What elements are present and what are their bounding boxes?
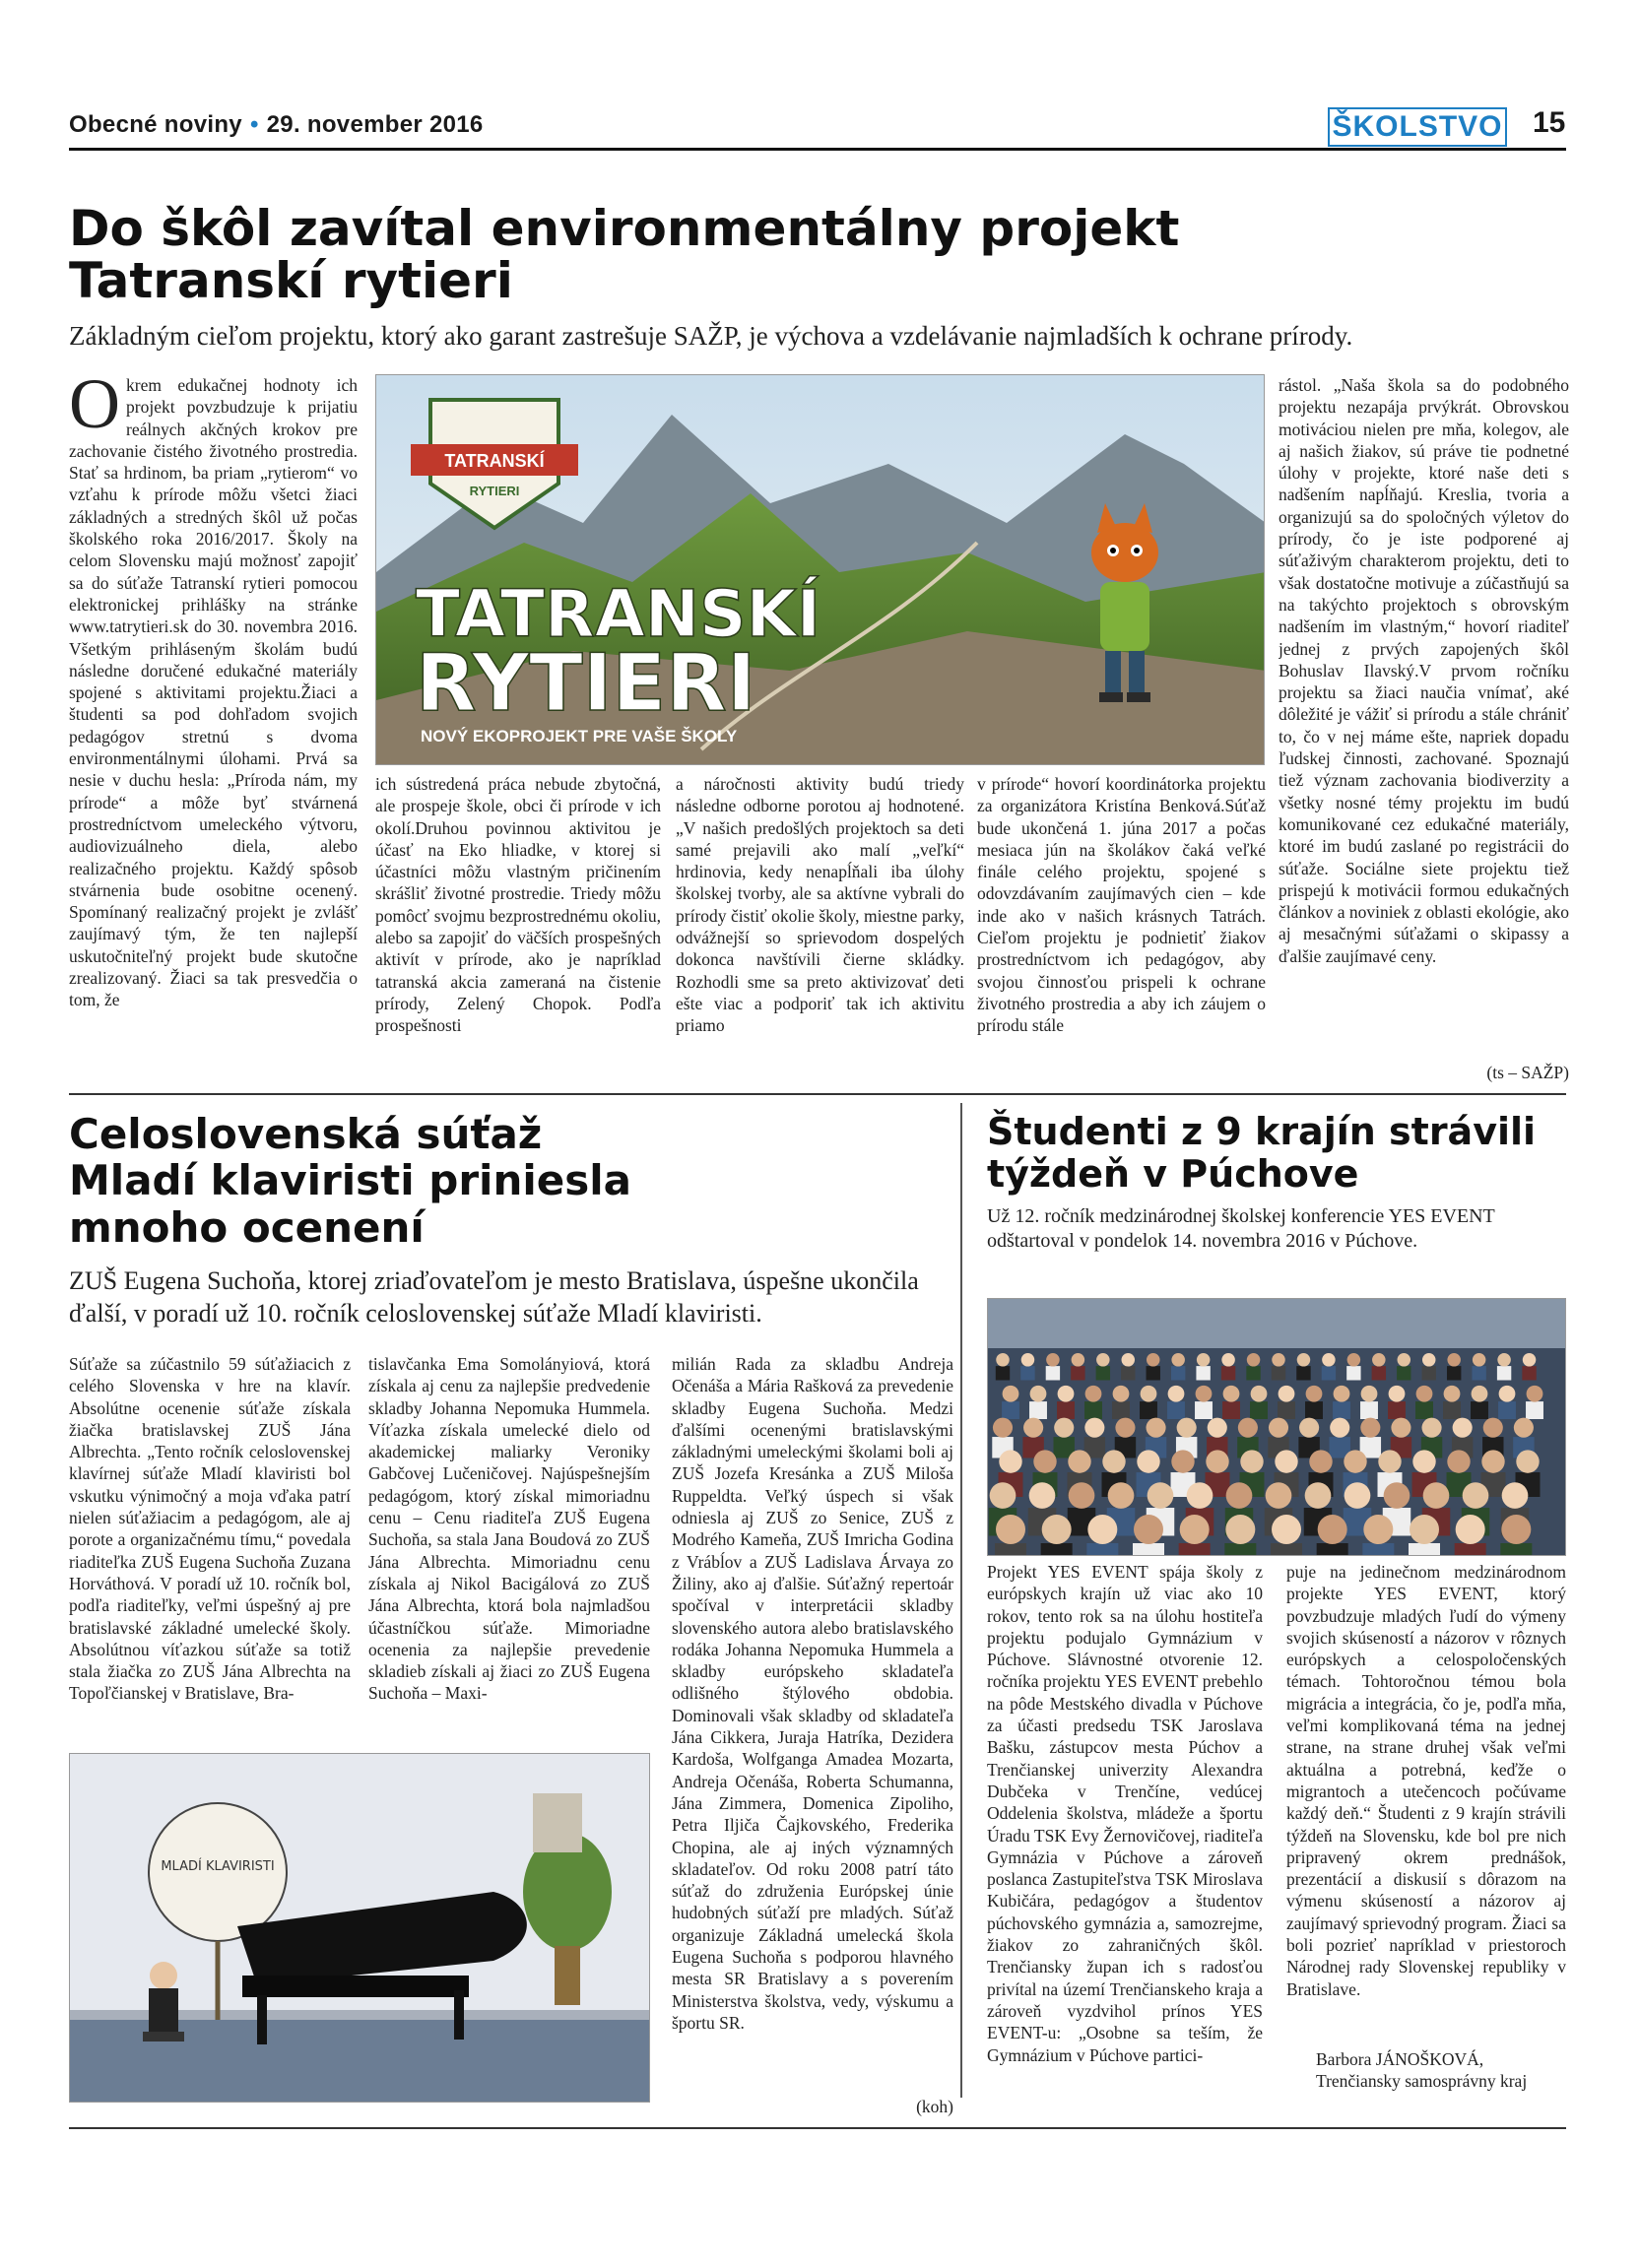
header-rule (69, 148, 1566, 151)
audience-illustration (988, 1299, 1566, 1556)
piano-scene-illustration (70, 1754, 650, 2103)
footer-rule (69, 2127, 1566, 2129)
article3-signature (1286, 2048, 1566, 2093)
conference-audience-photo (987, 1298, 1566, 1556)
article3-standfirst: Už 12. ročník medzinárodnej školskej konferencie YES EVENT odštartoval v pondelok 14. novembra 2016 v Púchove. (987, 1205, 1495, 1253)
poster-tagline: NOVÝ EKOPROJEKT PRE VAŠE ŠKOLY (421, 727, 738, 745)
separator-dot: • (249, 111, 259, 138)
article1-standfirst: Základným cieľom projektu, ktorý ako garant zastrešuje SAŽP, je výchova a vzdelávanie najmladších k ochrane prírody. (69, 321, 1353, 351)
article1-credit: (ts – SAŽP) (1486, 1063, 1569, 1082)
page-number: 15 (1533, 106, 1566, 139)
poster-illustration (376, 375, 1265, 765)
article2-column-2: tislavčanka Ema Somolányiová, ktorá získala aj cenu za najlepšie predvedenie skladby Johanna Nepomuka Hummela. Víťazka získala umelecké dielo od akademickej maliarky Veroniky Gabčovej Lučeničovej. Najúspešnejším pedagógom, ktorý získal mimoriadnu cenu – Cenu riaditeľa ZUŠ Eugena Suchoňa, sa stala Jana Boudová zo ZUŠ Jána Albrechta. Mimoriadnu cenu získala aj Nikol Bacigálová zo ZUŠ Jána Albrechta, ktorá bola najmladšou účastníčkou súťaže. Mimoriadne ocenenia za najlepšie prevedenie skladieb získali aj žiaci zo ZUŠ Eugena Suchoňa – Maxi- (368, 1354, 650, 1704)
article1-column-3: a náročnosti aktivity budú triedy následne odborne porotou aj hodnotené.„V našich predošlých projektoch sa deti samé prejavili ako malí „veľkí“ hrdinovia, kedy nenapĺňali iba úlohy školskej tvorby, ale sa aktívne vybrali do prírody čistiť okolie školy, miestne parky, odvážnejší so sprievodom dospelých dokonca navštívili čierne skládky. Rozhodli sme sa preto aktivizovať deti ešte viac a podporiť tak ich aktivitu priamo (676, 774, 964, 1036)
article2-standfirst: ZUŠ Eugena Suchoňa, ktorej zriaďovateľom je mesto Bratislava, úspešne ukončila ďalší, v poradí už 10. ročník celoslovenskej súťaže Mladí klaviristi. (69, 1266, 919, 1328)
piano-competition-photo (69, 1753, 650, 2103)
article1-column-5: rástol. „Naša škola sa do podobného projektu nezapája prvýkrát. Obrovskou motiváciou nielen pre mňa, kolegov, ale aj našich žiakov, sú práve tie podnetné úlohy v projekte, ktoré naše deti s nadšením napĺňajú. Kreslia, tvoria a organizujú sa do spoločných výletov do prírody, čo je iste podporené aj súťaživým charakterom projektu, deti to však dostatočne motivuje a zúčastňujú sa na takýchto projektoch s obrovským nadšením im vlastným,“ hovorí riaditeľ jednej z prvých zapojených škôl Bohuslav Ilavský.V prvom ročníku projektu sa žiaci naučia vnímať, aké dôležité je vážiť si prírodu a stále chrániť to, čo v nej máme ešte, napriek dopadu ľudskej činnosti, zachované. Spoznajú tiež význam zachovania biodiverzity a všetky nosné témy projektu im budú komunikované cez edukačné materiály, ktoré im budú zaslané po registrácii do súťaže. Sociálne siete projektu tiež prispejú k motivácii formou edukačných článkov a noviniek z oblasti ekológie, ako aj mesačnými súťažami o skipassy a ďalšie zaujímavé ceny. (1279, 375, 1569, 966)
article2-credit: (koh) (916, 2097, 953, 2116)
article1-column-4: v prírode“ hovorí koordinátorka projektu za organizátora Kristína Benková.Súťaž bude ukončená 1. júna 2017 a počas mesiaca jún na školákov čaká veľké finále celého projektu, spojené s odovzdávaním zaujímavých cien – kde inde ako v našich krásnych Tatrách. Cieľom projektu je podnietiť žiakov prostredníctvom ich pedagógov, aby svojou činnosťou prispeli k ochrane životného prostredia a aby ich záujem o prírodu stále (977, 774, 1266, 1036)
poster-title-line2: RYTIERI (416, 637, 756, 729)
article3-column-1: Projekt YES EVENT spája školy z európskych krajín už viac ako 10 rokov, tento rok sa na úlohu hostiteľa projektu podujalo Gymnázium v Púchove. Slávnostné otvorenie 12. ročníka projektu YES EVENT prebehlo na pôde Mestského divadla v Púchove za účasti predsedu TSK Jaroslava Bašku, zástupcov mesta Púchov a Trenčianskej univerzity Alexandra Dubčeka v Trenčíne, vedúcej Oddelenia školstva, mládeže a športu Úradu TSK Evy Žernovičovej, riaditeľa Gymnázia v Púchove a zároveň poslanca Zastupiteľstva TSK Miroslava Kubičára, pedagógov a študentov púchovského gymnázia a, samozrejme, žiakov zo zahraničných škôl. Trenčiansky župan ich s radosťou privítal na území Trenčianskeho kraja a zároveň vyzdvihol prínos YES EVENT-u: „Osobne sa teším, že Gymnázium v Púchove partici- (987, 1562, 1263, 2065)
article1-column-1: Okrem edukačnej hodnoty ich projekt povzbudzuje k prijatiu reálnych akčných krokov pre zachovanie čistého životného prostredia. Stať sa hrdinom, ba priam „rytierom“ vo vzťahu k prírode môžu všetci žiaci základných a stredných škôl už počas školského roka 2016/2017. Školy na celom Slovensku majú možnosť zapojiť sa do súťaže Tatranskí rytieri pomocou elektronickej prihlášky na stránke www.tatrytieri.sk do 30. novembra 2016. Všetkým prihláseným školám budú následne doručené edukačné materiály spojené s aktivitami projektu.Žiaci a študenti sa pod dohľadom svojich pedagógov stretnú s dvoma environmentálnymi úlohami. Prvá sa nesie v duchu hesla: „Príroda nám, my prírode“ a môže byť stvárnená prostredníctvom umeleckého výtvoru, audiovizuálneho diela, alebo realizačného projektu. Každý spôsob stvárnenia bude osobitne ocenený. Spomínaný realizačný projekt je zvlášť zaujímavý tým, že ten najlepší uskutočniteľný projekt bude skutočne zrealizovaný. Žiaci sa tak presvedčia o tom, že (69, 374, 358, 1010)
section-label: ŠKOLSTVO (1328, 107, 1507, 147)
article1-title: Do škôl zavítal environmentálny projekt Tatranskí rytieri (69, 200, 1180, 309)
article1-column-2: ich sústredená práca nebude zbytočná, ale prospeje škole, obci či prírode v ich okolí.Druhou povinnou aktivitou je účasť na Eko hliadke, v ktorej si účastníci môžu vlastným pričinením skrášliť životné prostredie. Triedy môžu pomôcť svojmu bezprostrednému okoliu, alebo sa zapojiť do väčších prospešných aktivít v prírode, ako je napríklad tatranská akcia zameraná na čistenie prírody, Zelený Chopok. Podľa prospešnosti (375, 774, 661, 1036)
photo-sign-text: MLADÍ KLAVIRISTI (161, 1859, 275, 1874)
author-name: Barbora JÁNOŠKOVÁ, (1316, 2049, 1484, 2069)
drop-cap: O (69, 374, 120, 443)
poster-title-line1: TATRANSKÍ (416, 576, 821, 652)
badge-subtitle: RYTIERI (469, 484, 520, 498)
issue-date: 29. november 2016 (266, 111, 484, 138)
article2-title: Celoslovenská súťaž Mladí klaviristi priniesla mnoho ocenení (69, 1110, 631, 1252)
publication-header (69, 111, 484, 139)
column-divider (960, 1103, 962, 2098)
author-organization: Trenčiansky samosprávny kraj (1316, 2071, 1528, 2092)
article3-column-2: puje na jedinečnom medzinárodnom projekte YES EVENT, ktorý povzbudzuje mladých ľudí do výmeny svojich skúseností a názorov v rôznych európskych a celospoločenských témach. Tohtoročnou témou bola migrácia a integrácia, čo je, podľa mňa, veľmi komplikovaná téma na jednej strane, na strane druhej však veľmi aktuálna a potrebná, keďže o migrantoch a utečencoch počúvame každý deň.“ Študenti z 9 krajín strávili týždeň na Slovensku, kde bol pre nich pripravený okrem prednášok, prezentácií a diskusií s dôrazom na výmenu skúseností a názorov aj zaujímavý sprievodný program. Žiaci sa boli pozrieť napríklad v priestoroch Národnej rady Slovenskej republiky v Bratislave. (1286, 1562, 1566, 1999)
section-divider (69, 1093, 1566, 1095)
badge-title: TATRANSKÍ (444, 451, 545, 471)
tatranski-rytieri-poster (375, 374, 1265, 765)
article2-column-1: Súťaže sa zúčastnilo 59 súťažiacich z celého Slovenska v hre na klavír. Absolútne ocenenie súťaže získala žiačka bratislavskej ZUŠ Jána Albrechta. „Tento ročník celoslovenskej klavírnej súťaže Mladí klaviristi bol vskutku výnimočný a moja vďaka patrí nielen súťažiacim a pedagógom, ale aj porote a organizačnému tímu,“ povedala riaditeľka ZUŠ Eugena Suchoňa Zuzana Horváthová. V poradí už 10. ročník bol, podľa riaditeľky, veľmi úspešný aj pre bratislavské základné umelecké školy. Absolútnou víťazkou súťaže sa totiž stala žiačka zo ZUŠ Jána Albrechta na Topoľčianskej v Bratislave, Bra- (69, 1354, 351, 1704)
publication-name: Obecné noviny (69, 111, 242, 138)
article3-title: Študenti z 9 krajín strávili týždeň v Púchove (987, 1110, 1537, 1196)
article2-column-3: milián Rada za skladbu Andreja Očenáša a Mária Rašková za prevedenie skladby Eugena Suchoňa. Medzi ďalšími ocenenými bratislavskými základnými umeleckými školami boli aj ZUŠ Jozefa Kresánka a ZUŠ Miloša Ruppeldta. Veľký úspech si však odniesla aj ZUŠ zo Senice, ZUŠ z Modrého Kameňa, ZUŠ Imricha Godina z Vrábĺov a ZUŠ Ladislava Árvaya zo Žiliny, ako aj ďalšie. Súťažný repertoár spočíval v interpretácii skladby slovenského autora alebo bratislavského rodáka Johanna Nepomuka Hummela a skladby európskeho skladateľa odlišného štýlového obdobia. Dominovali však skladby od skladateľa Jána Cikkera, Juraja Hatríka, Dezidera Kardoša, Wolfganga Amadea Mozarta, Andreja Očenáša, Roberta Schumanna, Jána Zimmera, Domenica Zipoliho, Petra Iljiča Čajkovského, Frederika Chopina, ale aj iných významných skladateľov. Od roku 2008 patrí táto súťaž do združenia Európskej únie hudobných súťaží pre mladých. Súťaž organizuje Základná umelecká škola Eugena Suchoňa s podporou hlavného mesta SR Bratislavy a s poverením Ministerstva školstva, vedy, výskumu a športu SR. (672, 1354, 953, 2033)
